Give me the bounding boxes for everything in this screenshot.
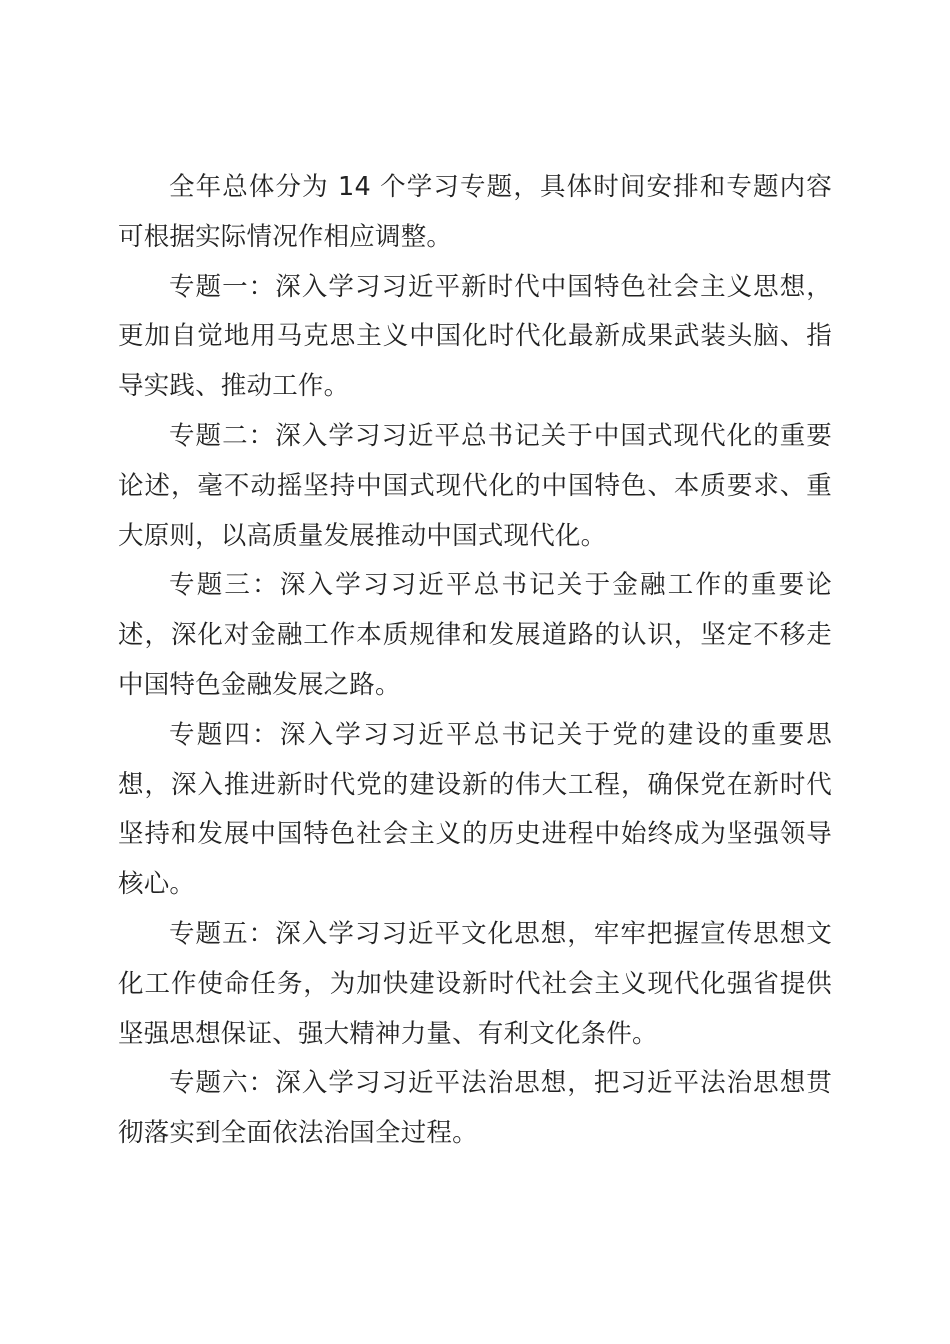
topic-four-paragraph: 专题四：深入学习习近平总书记关于党的建设的重要思想，深入推进新时代党的建设新的伟大工程，确保党在新时代坚持和发展中国特色社会主义的历史进程中始终成为坚强领导核心。 (118, 719, 832, 900)
document-body (118, 163, 832, 1159)
topic-two-paragraph: 专题二：深入学习习近平总书记关于中国式现代化的重要论述，毫不动摇坚持中国式现代化的中国特色、本质要求、重大原则，以高质量发展推动中国式现代化。 (118, 420, 832, 551)
topic-three-paragraph: 专题三：深入学习习近平总书记关于金融工作的重要论述，深化对金融工作本质规律和发展道路的认识，坚定不移走中国特色金融发展之路。 (118, 570, 832, 700)
intro-paragraph: 全年总体分为 14 个学习专题，具体时间安排和专题内容可根据实际情况作相应调整。 (118, 172, 832, 252)
topic-six-paragraph: 专题六：深入学习习近平法治思想，把习近平法治思想贯彻落实到全面依法治国全过程。 (118, 1068, 832, 1149)
topic-one-paragraph: 专题一：深入学习习近平新时代中国特色社会主义思想，更加自觉地用马克思主义中国化时代化最新成果武装头脑、指导实践、推动工作。 (118, 271, 832, 402)
topic-five-paragraph: 专题五：深入学习习近平文化思想，牢牢把握宣传思想文化工作使命任务，为加快建设新时代社会主义现代化强省提供坚强思想保证、强大精神力量、有利文化条件。 (118, 918, 832, 1049)
